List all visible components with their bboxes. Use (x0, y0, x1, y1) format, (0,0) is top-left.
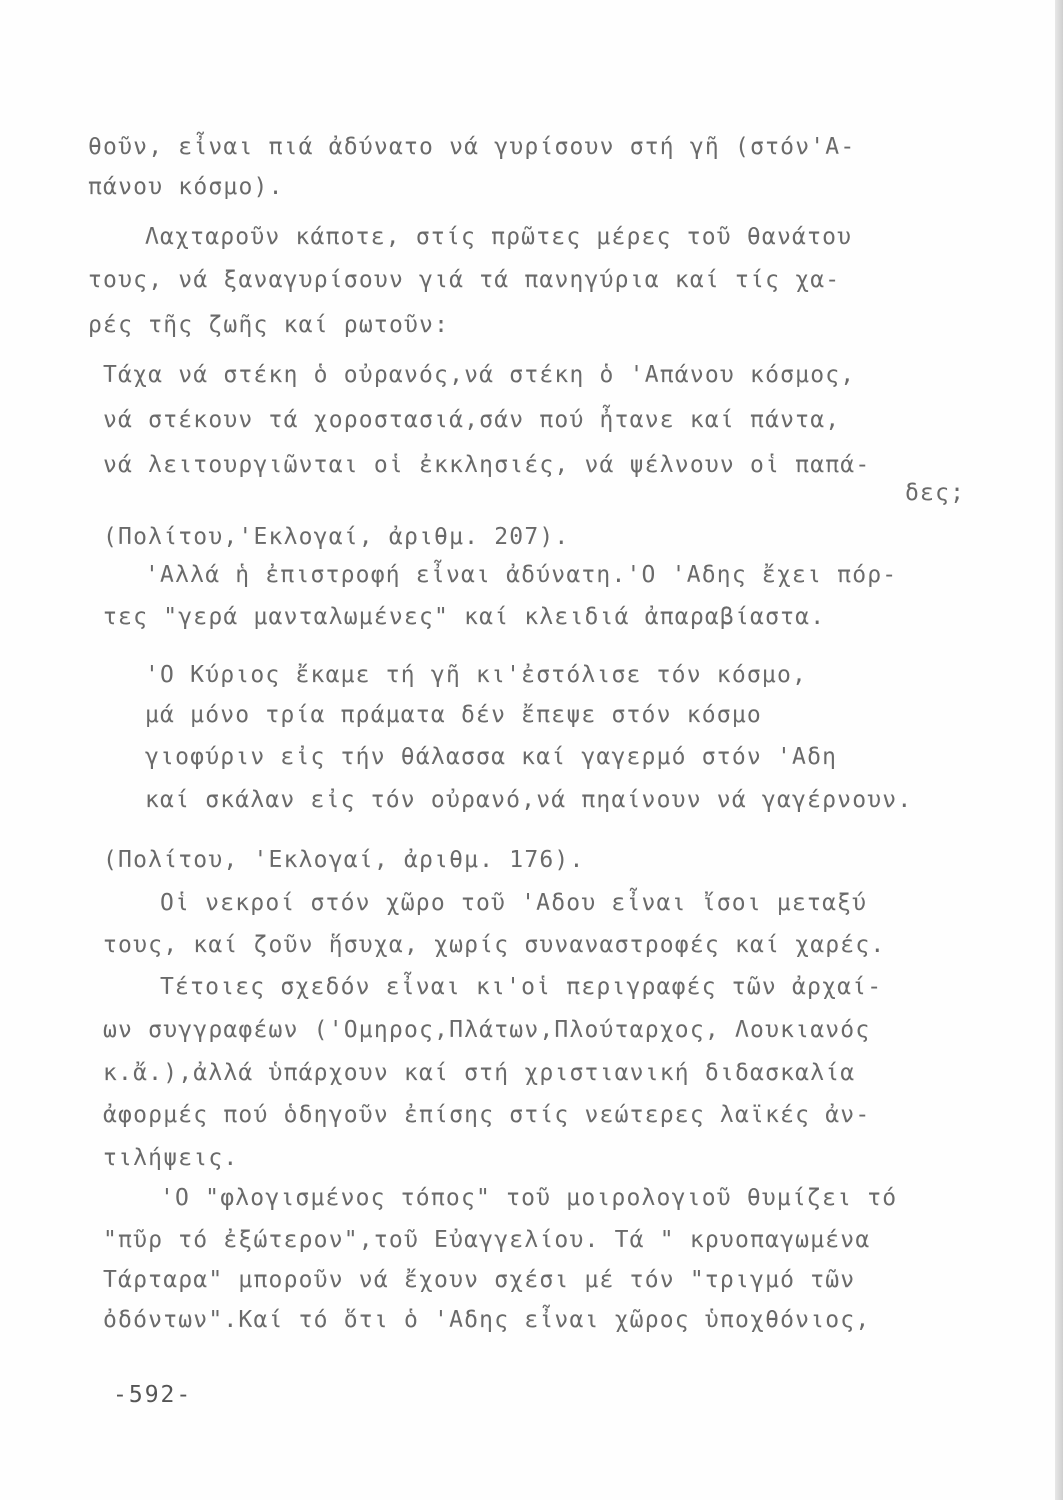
text-line-7: τες "γερά μανταλωμένες" καί κλειδιά ἀπαραβίαστα. (103, 604, 826, 630)
text-line-11: ων συγγραφέων ('Ομηρος,Πλάτων,Πλούταρχος, Λουκιανός (103, 1017, 871, 1043)
text-line-1: θοῦν, εἶναι πιά ἀδύνατο νά γυρίσουν στή γῆ (στόν'Α- (88, 134, 856, 160)
text-line-15: 'Ο "φλογισμένος τόπος" τοῦ μοιρολογιοῦ θυμίζει τό (160, 1185, 898, 1211)
text-line-3: Λαχταροῦν κάποτε, στίς πρῶτες μέρες τοῦ θανάτου (145, 224, 853, 250)
page-number: -592- (113, 1382, 193, 1408)
text-line-9: τους, καί ζοῦν ἥσυχα, χωρίς συναναστροφές καί χαρές. (103, 932, 886, 958)
verse-line-5: μά μόνο τρία πράματα δέν ἔπεψε στόν κόσμο (145, 702, 762, 728)
verse-line-1: Τάχα νά στέκη ὁ οὐρανός,νά στέκη ὁ 'Απάνου κόσμος, (103, 362, 856, 388)
text-line-4: τους, νά ξαναγυρίσουν γιά τά πανηγύρια καί τίς χα- (88, 267, 841, 293)
text-line-10: Τέτοιες σχεδόν εἶναι κι'οἱ περιγραφές τῶν ἀρχαί- (160, 974, 883, 1000)
verse-line-6: γιοφύριν εἰς τήν θάλασσα καί γαγερμό στόν 'Αδη (145, 744, 838, 770)
page-edge (1055, 0, 1063, 1500)
text-line-5: ρές τῆς ζωῆς καί ρωτοῦν: (88, 312, 450, 338)
text-line-8: Οἱ νεκροί στόν χῶρο τοῦ 'Αδου εἶναι ἴσοι μεταξύ (160, 890, 868, 916)
text-line-6: 'Αλλά ἡ ἐπιστροφή εἶναι ἀδύνατη.'Ο 'Αδης ἔχει πόρ- (145, 562, 898, 588)
text-line-16: "πῦρ τό ἐξώτερον",τοῦ Εὐαγγελίου. Τά " κρυοπαγωμένα (103, 1227, 871, 1253)
text-line-12: κ.ἄ.),ἀλλά ὑπάρχουν καί στή χριστιανική διδασκαλία (103, 1060, 856, 1086)
citation-2: (Πολίτου, 'Εκλογαί, ἀριθμ. 176). (103, 847, 585, 873)
verse-line-2: νά στέκουν τά χοροστασιά,σάν πού ἦτανε καί πάντα, (103, 407, 841, 433)
verse-line-4: 'Ο Κύριος ἔκαμε τή γῆ κι'ἐστόλισε τόν κόσμο, (145, 662, 808, 688)
verse-line-3: νά λειτουργιῶνται οἱ ἐκκλησιές, νά ψέλνουν οἱ παπά- (103, 452, 871, 478)
text-line-17: Τάρταρα" μποροῦν νά ἔχουν σχέσι μέ τόν "τριγμό τῶν (103, 1267, 856, 1293)
text-line-14: τιλήψεις. (103, 1145, 239, 1171)
text-line-18: ὀδόντων".Καί τό ὅτι ὁ 'Αδης εἶναι χῶρος ὑποχθόνιος, (103, 1307, 871, 1333)
text-line-13: ἀφορμές πού ὁδηγοῦν ἐπίσης στίς νεώτερες λαϊκές ἀν- (103, 1102, 871, 1128)
verse-line-7: καί σκάλαν εἰς τόν οὐρανό,νά πηαίνουν νά γαγέρνουν. (145, 787, 913, 813)
text-line-2: πάνου κόσμο). (88, 174, 284, 200)
verse-line-3-cont: δες; (905, 480, 966, 506)
citation-1: (Πολίτου,'Εκλογαί, ἀριθμ. 207). (103, 524, 570, 550)
